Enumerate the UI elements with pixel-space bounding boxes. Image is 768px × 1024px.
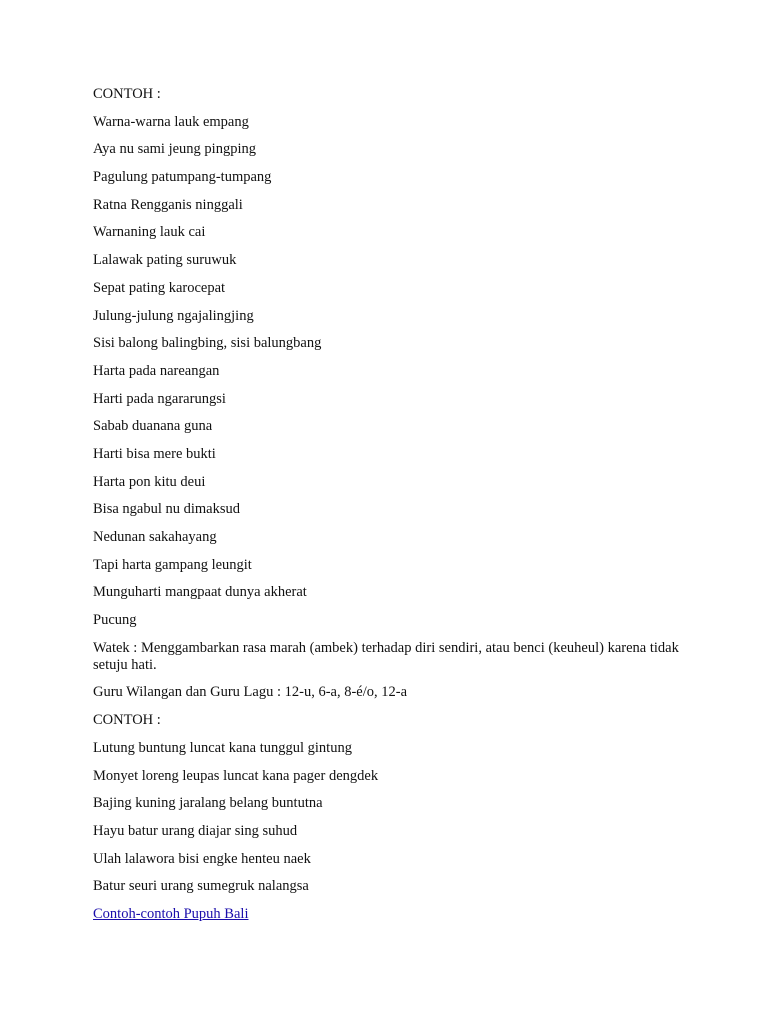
- text-line: Bisa ngabul nu dimaksud: [93, 501, 241, 518]
- text-line: Ulah lalawora bisi engke henteu naek: [93, 850, 311, 867]
- text-line: Lutung buntung luncat kana tunggul gintung: [93, 739, 352, 756]
- text-line: Sabab duanana guna: [93, 418, 213, 435]
- watek-description: Watek : Menggambarkan rasa marah (ambek) terhadap diri sendiri, atau benci (keuheul) karena tidak setuju hati.: [93, 639, 679, 673]
- text-line: Warna-warna lauk empang: [93, 113, 249, 130]
- text-line: Warnaning lauk cai: [93, 224, 206, 241]
- section-heading-pucung: Pucung: [93, 612, 137, 629]
- text-line: Sisi balong balingbing, sisi balungbang: [93, 335, 322, 352]
- text-line: Sepat pating karocepat: [93, 279, 226, 296]
- text-line: Batur seuri urang sumegruk nalangsa: [93, 878, 309, 895]
- text-line: Harti bisa mere bukti: [93, 445, 216, 462]
- text-line: Julung-julung ngajalingjing: [93, 307, 254, 324]
- guru-wilangan-line: Guru Wilangan dan Guru Lagu : 12-u, 6-a, 8-é/o, 12-a: [93, 684, 408, 701]
- text-line: Hayu batur urang diajar sing suhud: [93, 822, 298, 839]
- text-line: Pagulung patumpang-tumpang: [93, 169, 272, 186]
- text-line: Nedunan sakahayang: [93, 529, 217, 545]
- text-line: Harta pada nareangan: [93, 362, 220, 379]
- text-line: Harta pon kitu deui: [93, 473, 206, 490]
- text-line: Lalawak pating suruwuk: [93, 252, 237, 269]
- text-line: Bajing kuning jaralang belang buntutna: [93, 795, 323, 812]
- text-line: Munguharti mangpaat dunya akherat: [93, 584, 307, 601]
- text-line: Ratna Rengganis ninggali: [93, 196, 243, 213]
- text-line: CONTOH :: [93, 712, 161, 729]
- pupuh-bali-link[interactable]: Contoh-contoh Pupuh Bali: [93, 905, 249, 922]
- text-line: Aya nu sami jeung pingping: [93, 141, 256, 158]
- text-line: Tapi harta gampang leungit: [93, 556, 252, 573]
- document-body: [93, 86, 683, 934]
- text-line: Harti pada ngararungsi: [93, 390, 226, 407]
- text-line: Monyet loreng leupas luncat kana pager dengdek: [93, 767, 379, 784]
- text-line: CONTOH :: [93, 86, 161, 102]
